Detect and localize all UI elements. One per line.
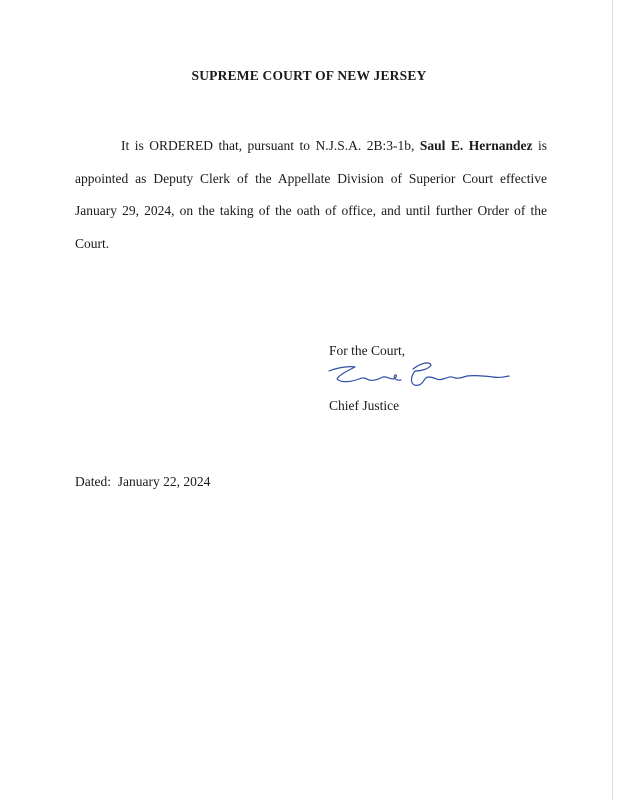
dated-line — [75, 474, 210, 490]
order-paragraph — [75, 130, 547, 260]
order-text-rest: is appointed as Deputy Clerk of the Appellate Division of Superior Court effective January 29, 2024, on the taking of the oath of office, and until further Order of the Court. — [75, 138, 548, 251]
appointee-name: Saul E. Hernandez — [419, 138, 533, 153]
dated-value: January 22, 2024 — [117, 474, 211, 489]
signature-stroke-2 — [412, 371, 509, 385]
dated-label: Dated: — [75, 474, 111, 489]
signature-stroke-1 — [329, 367, 401, 382]
scan-artifact-right-edge — [612, 0, 613, 800]
document-heading: SUPREME COURT OF NEW JERSEY — [191, 68, 427, 83]
closing-line: For the Court, — [329, 343, 406, 358]
handwritten-signature-icon — [325, 355, 515, 395]
signature-stroke-3 — [413, 363, 431, 371]
order-text — [75, 130, 547, 260]
signer-title: Chief Justice — [329, 398, 400, 413]
order-text-intro: It is ORDERED that, pursuant to N.J.S.A. 2B:3-1b, — [121, 138, 420, 153]
